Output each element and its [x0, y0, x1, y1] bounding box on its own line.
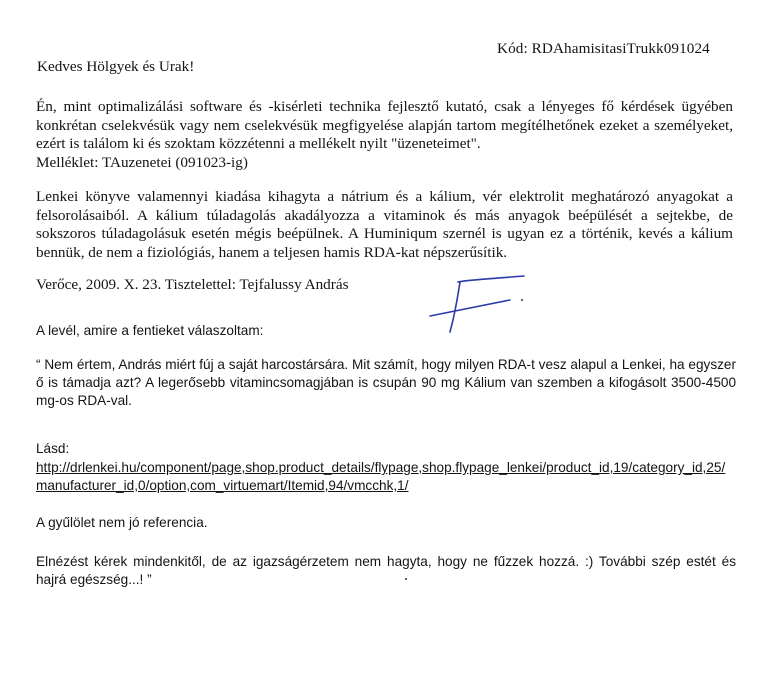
quoted-letter: “ Nem értem, András miért fúj a saját harcostársára. Mit számít, hogy milyen RDA-t vesz alapul a Lenkei, ha egyszer ő is támadja azt? A legerősebb vitamincsomagjában is csupán 90 mg Kálium van szemben a kifogásolt 3500-4500 mg-os RDA-val.: [36, 357, 736, 408]
paragraph-intro: [36, 98, 733, 172]
scan-speck: [405, 578, 407, 580]
product-link[interactable]: http://drlenkei.hu/component/page,shop.product_details/flypage,shop.flypage_lenkei/product_id,19/category_id,25/manufacturer_id,0/option,com_virtuemart/Itemid,94/vmcchk,1/: [36, 460, 726, 493]
hate-line: A gyűlölet nem jó referencia.: [36, 515, 208, 530]
greeting: Kedves Hölgyek és Urak!: [37, 58, 195, 75]
paragraph-potassium: Lenkei könyve valamennyi kiadása kihagyta a nátrium és a kálium, vér elektrolit meghatározó anyagokat a felsorolásaiból. A kálium túladagolás akadályozza a vitaminok és más anyagok beépülését a sejtekbe, de sokszoros túladagolásuk esetén mégis beépülnek. A Huminiqum szernél is ugyan ez a történik, kevés a kálium bennük, de nem a fiziológiás, hanem a teljesen hamis RDA-kat népszerűsítik.: [36, 188, 733, 261]
signature-line: Verőce, 2009. X. 23. Tisztelettel: Tejfalussy András: [36, 276, 349, 293]
attachment-line: Melléklet: TAuzenetei (091023-ig): [36, 153, 248, 171]
document-code: Kód: RDAhamisitasiTrukk091024: [497, 40, 710, 57]
closing-line: Elnézést kérek mindenkitől, de az igazságérzetem nem hagyta, hogy ne fűzzek hozzá. :) További szép estét és hajrá egészség...! ”: [36, 554, 736, 587]
scan-speck: [521, 299, 523, 301]
handwritten-signature: [420, 270, 540, 340]
paragraph-intro-text: Én, mint optimalizálási software és -kisérleti technika fejlesztő kutató, csak a lényeges fő kérdések ügyében konkrétan cselekvésük vagy nem cselekvésük megfigyelése alapján tartom megítélhetőnek ezeket a személyeket, ezért is találom ki és szoktam közzétenni a mellékelt nyilt "üzeneteimet".: [36, 98, 733, 153]
reply-intro: A levél, amire a fentieket válaszoltam:: [36, 323, 264, 338]
see-label: Lásd:: [36, 441, 70, 456]
